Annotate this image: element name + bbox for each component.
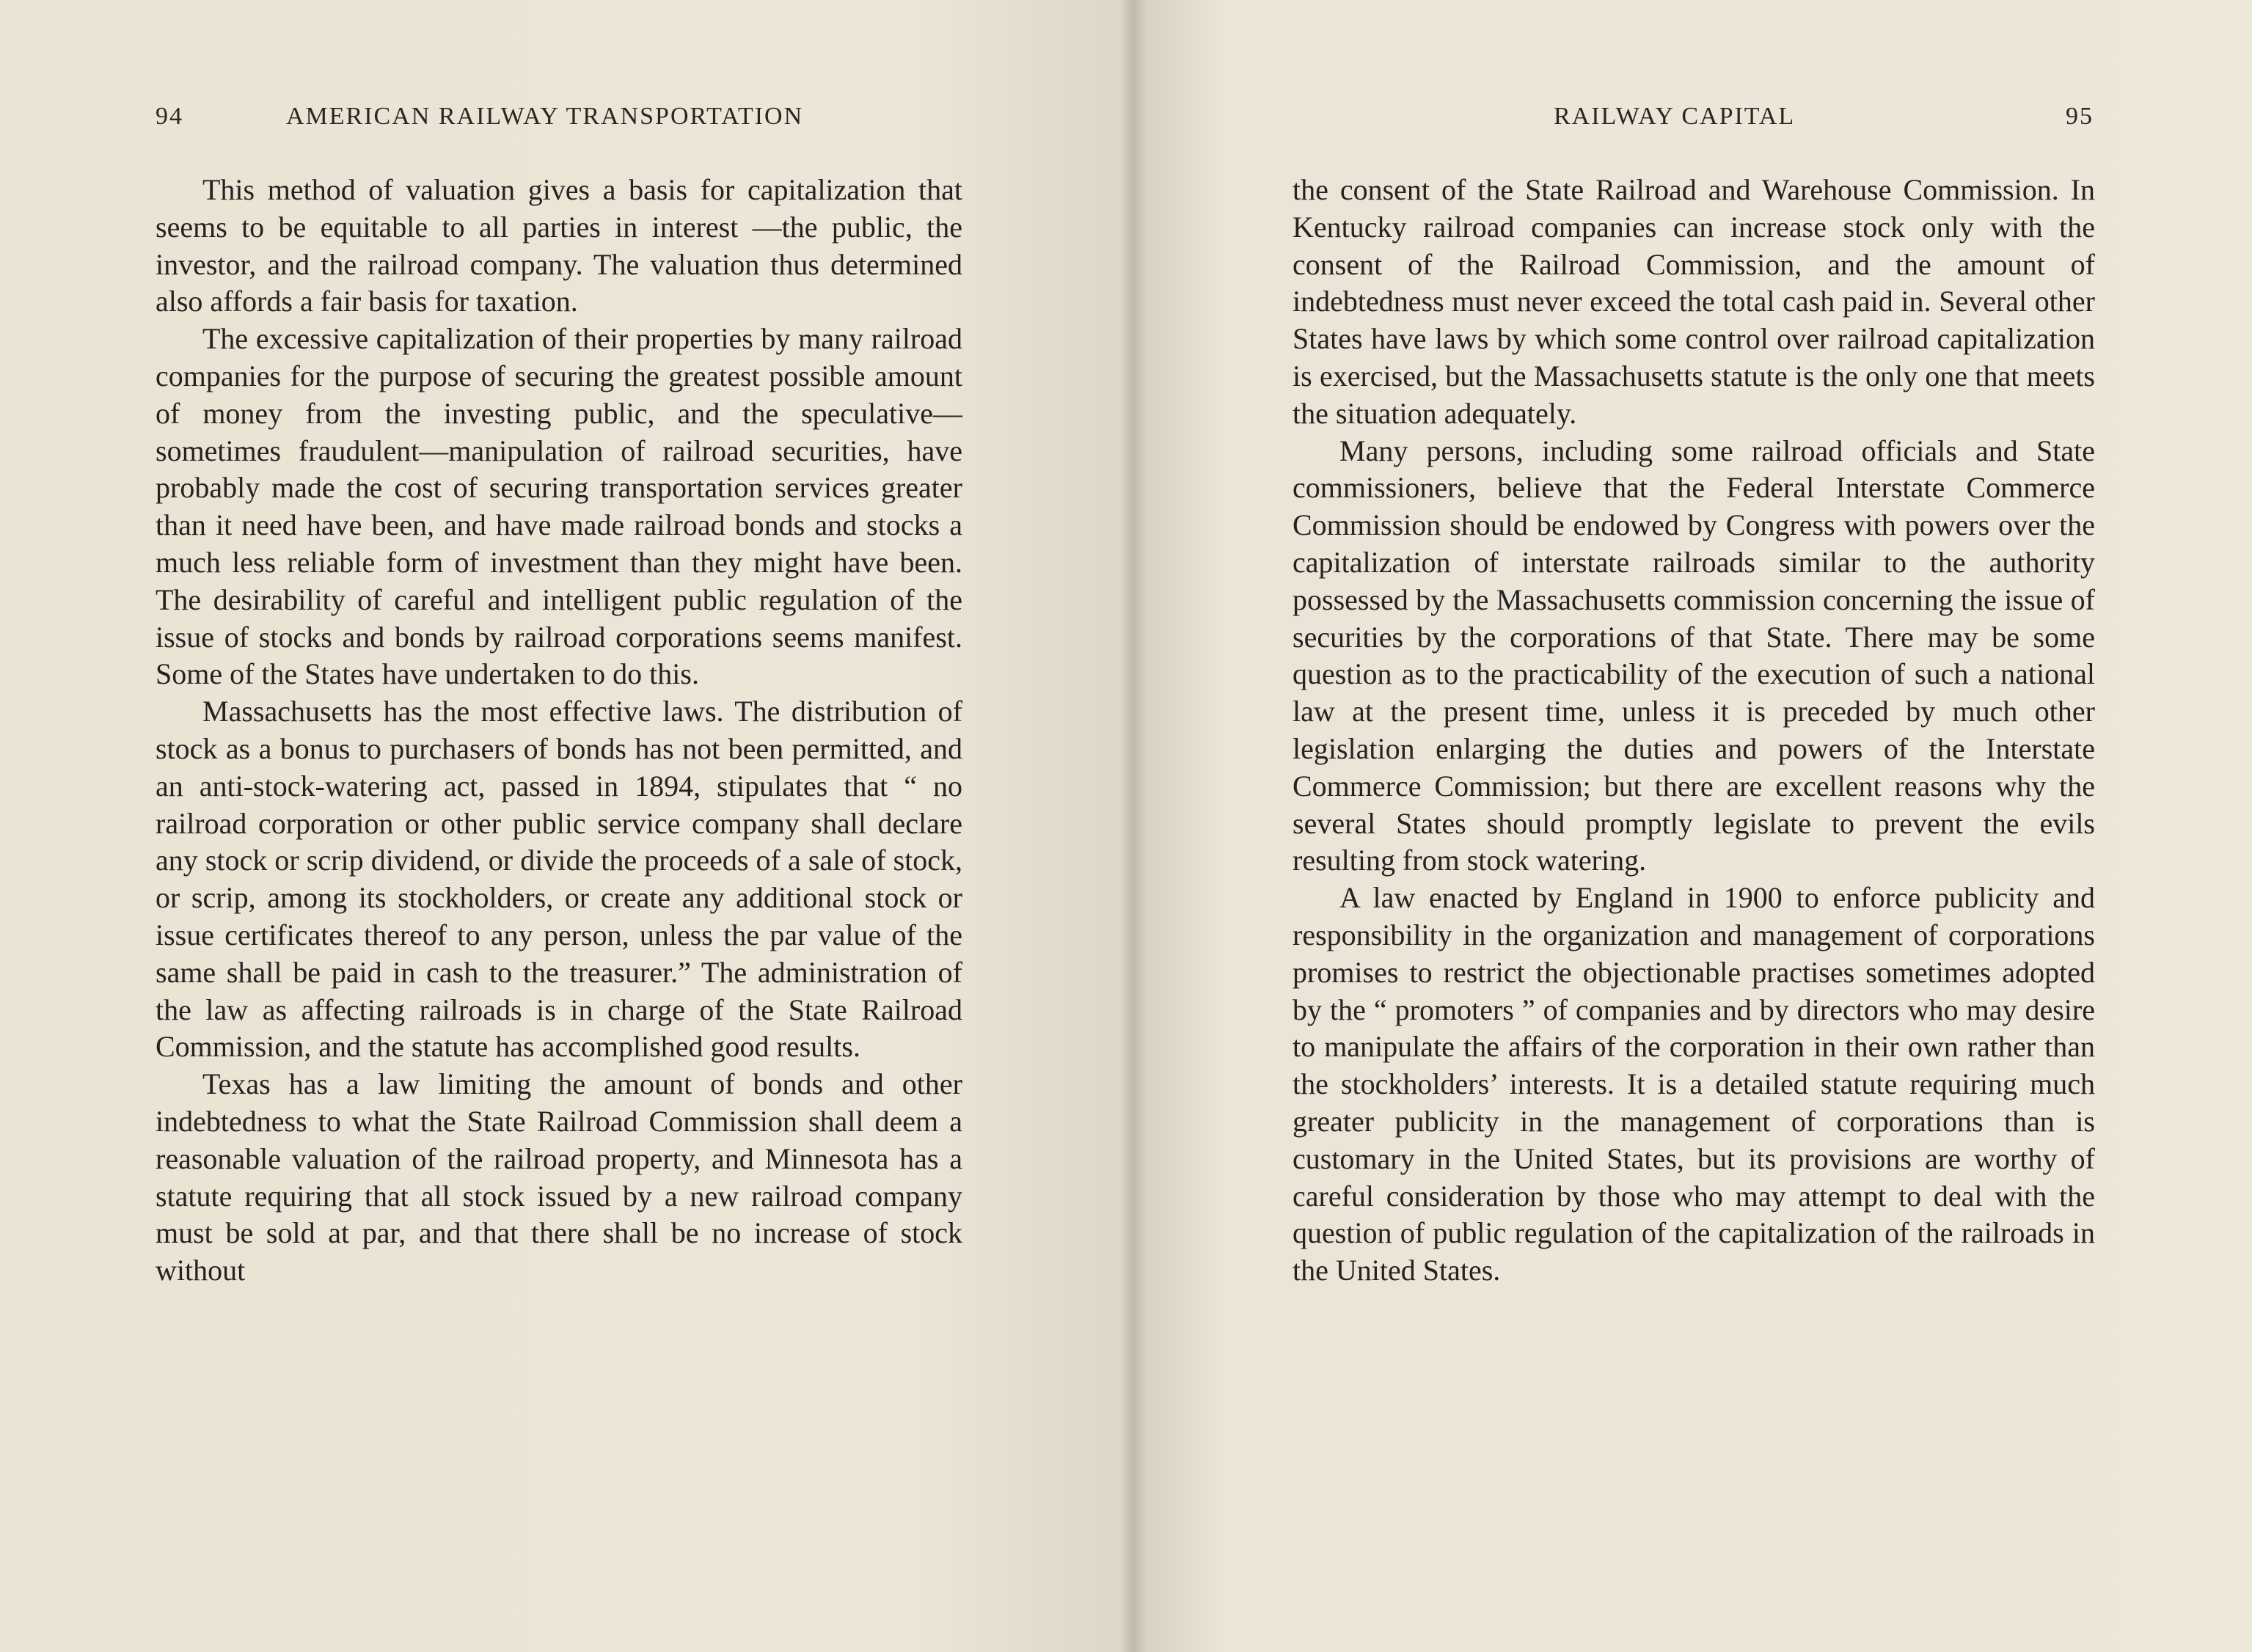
paragraph: The excessive capitalization of their properties by many railroad companies for the purpose of securing the greatest possible amount of money from the investing public, and the speculative—sometimes fraudulent—manipulation of railroad securities, have probably made the cost of securing transportation services greater than it need have been, and have made railroad bonds and stocks a much less reliable form of investment than they might have been. The desirability of careful and intelligent public regulation of the issue of stocks and bonds by railroad corporations seems manifest. Some of the States have undertaken to do this. — [156, 322, 962, 691]
left-running-head: AMERICAN RAILWAY TRANSPORTATION — [286, 103, 804, 130]
paragraph: This method of valuation gives a basis for capitalization that seems to be equitable to all parties in interest —the public, the investor, and the railroad company. The valuation thus determined also affords a fair basis for taxation. — [156, 173, 962, 318]
book-gutter — [1119, 0, 1148, 1652]
paragraph: Massachusetts has the most effective laws. The distribution of stock as a bonus to purchasers of bonds has not been permitted, and an anti-stock-watering act, passed in 1894, stipulates that “ no railroad corporation or other public service company shall declare any stock or scrip dividend, or divide the proceeds of a sale of stock, or scrip, among its stockholders, or create any additional stock or issue certificates thereof to any person, unless the par value of the same shall be paid in cash to the treasurer.” The administration of the law as affecting railroads is in charge of the State Railroad Commission, and the statute has accomplished good results. — [156, 695, 962, 1064]
paragraph: A law enacted by England in 1900 to enforce publicity and responsibility in the organization and management of corporations promises to restrict the objectionable practises sometimes adopted by the “ promoters ” of companies and by directors who may desire to manipulate the affairs of the corporation in their own rather than the stockholders’ interests. It is a detailed statute requiring much greater publicity in the management of corporations than is customary in the United States, but its provisions are worthy of careful consideration by those who may attempt to deal with the question of public regulation of the capitalization of the railroads in the United States. — [1293, 881, 2095, 1287]
left-page-number: 94 — [156, 103, 183, 130]
left-page-text — [156, 172, 962, 1290]
paragraph: the consent of the State Railroad and Warehouse Commission. In Kentucky railroad companies can increase stock only with the consent of the Railroad Commission, and the amount of indebtedness must never exceed the total cash paid in. Several other States have laws by which some control over railroad capitalization is exercised, but the Massachusetts statute is the only one that meets the situation adequately. — [1293, 173, 2095, 430]
paragraph: Texas has a law limiting the amount of bonds and other indebtedness to what the State Railroad Commission shall deem a reasonable valuation of the railroad property, and Minnesota has a statute requiring that all stock issued by a new railroad company must be sold at par, and that there shall be no increase of stock without — [156, 1067, 962, 1287]
paragraph: Many persons, including some railroad officials and State commissioners, believe that the Federal Interstate Commerce Commission should be endowed by Congress with powers over the capitalization of interstate railroads similar to the authority possessed by the Massachusetts commission concerning the issue of securities by the corporations of that State. There may be some question as to the practicability of the execution of such a national law at the present time, unless it is preceded by much other legislation enlarging the duties and powers of the Interstate Commerce Commission; but there are excellent reasons why the several States should promptly legislate to prevent the evils resulting from stock watering. — [1293, 434, 2095, 877]
right-page-number: 95 — [2066, 103, 2094, 130]
right-page-text — [1293, 172, 2095, 1290]
right-running-head: RAILWAY CAPITAL — [1554, 103, 1796, 130]
